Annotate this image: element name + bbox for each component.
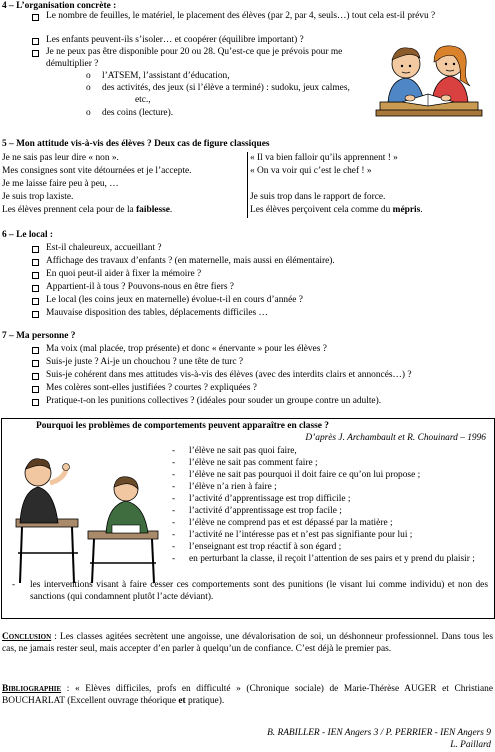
column-divider [247,152,248,218]
checkbox-bullet [32,38,39,45]
checkbox-bullet [32,311,39,318]
cause-item-last: les interventions visant à faire cesser ces comportements sont des punitions (le visant lui comme individu) et non des sanctions (qui condamnent plutôt l’acte déviant). [30,580,488,602]
behavior-causes-box: Pourquoi les problèmes de comportements peuvent apparaître en classe ? D’après J. Archambault et R. Chouinard – 1996 - l’élève ne sait pas quoi faire, - l’élève ne sait pas comment faire ; - l’élève ne sait pas pourquoi il doit faire ce qu’on lui propose ; - l’élève n’a rien à faire ; - l’activité d’apprentissage est trop difficile ; - l’activité d’apprentissage est trop facile ; - l’élève ne comprend pas et est dépassé par la matière ; - l’activité ne l’intéresse pas et n’est pas signifiante pour lui ; - l’enseignant est trop réactif à son égard ; - en perturbant la classe, il reçoit l’attention de ses pairs et y prend du plaisir ; - les interventions visant à faire cesser ces comportements sont des punitions (le visant lui comme individu) et non des sanctions (qui condamnent plutôt l’acte déviant). [1,418,495,619]
cause-item: l’élève ne comprend pas et est dépassé par la matière ; [189,518,393,528]
conclusion-paragraph: Conclusion : Les classes agitées secrètent une angoisse, une dévalorisation de soi, un déshonneur professionnel. Dans tous les cas, ne jamais rester seul, mais accepter d’en parler à quelqu’un de confiance. C’est déjà le premier pas. [2,632,493,654]
checkbox-bullet [32,399,39,406]
checkbox-bullet [32,285,39,292]
sub-bullet: o [86,108,91,118]
cause-item: en perturbant la classe, il reçoit l’attention de ses pairs et y prend du plaisir ; [189,554,475,564]
checkbox-bullet [32,246,39,253]
children-reading-illustration [372,40,484,126]
bibliography-label: Bibliographie [2,684,62,694]
list-item: Ma voix (mal placée, trop présente) et donc « énervante » pour les élèves ? [46,344,327,354]
list-item: Appartient-il à tous ? Pouvons-nous en être fiers ? [46,282,234,292]
section-4-title: 4 – L’organisation concrète : [2,1,117,11]
box-title: Pourquoi les problèmes de comportements peuvent apparaître en classe ? [36,421,329,431]
attitude-left-line: Je suis trop laxiste. [2,192,74,202]
cause-item: l’élève n’a rien à faire ; [189,482,277,492]
checkbox-bullet [32,298,39,305]
list-item: Est-il chaleureux, accueillant ? [46,243,162,253]
attitude-left-line: Je me laisse faire peu à peu, … [2,179,119,189]
box-source: D’après J. Archambault et R. Chouinard – 1996 [305,433,486,443]
attitude-left-conclusion: Les élèves prennent cela pour de la faiblesse. [2,205,173,215]
section-7-title: 7 – Ma personne ? [2,331,76,341]
footer-author-2: L. Paillard [450,740,491,750]
checkbox-bullet [32,360,39,367]
attitude-right-conclusion: Les élèves perçoivent cela comme du mépris. [250,205,423,215]
conclusion-label: Conclusion [2,632,52,642]
attitude-right-line: Je suis trop dans le rapport de force. [250,192,386,202]
cause-item: l’élève ne sait pas pourquoi il doit faire ce qu’on lui propose ; [189,470,421,480]
checkbox-bullet [32,347,39,354]
section-6-title: 6 – Le local : [2,230,54,240]
footer-authors: B. RABILLER - IEN Angers 3 / P. PERRIER - IEN Angers 9 [267,728,491,738]
list-item: Suis-je cohérent dans mes attitudes vis-à-vis des élèves (avec des interdits clairs et annoncés…) ? [46,370,412,380]
checkbox-bullet [32,373,39,380]
cause-item: l’activité d’apprentissage est trop facile ; [189,506,342,516]
cause-item: l’enseignant est trop réactif à son égard ; [189,542,342,552]
list-item: Les enfants peuvent-ils s’isoler… et coopérer (équilibre important) ? [46,35,304,45]
sub-list-item: l’ATSEM, l’assistant d’éducation, [102,71,230,81]
attitude-right-line: « On va voir qui c’est le chef ! » [250,166,372,176]
sub-bullet: o [86,83,91,93]
list-item: En quoi peut-il aider à fixer la mémoire ? [46,269,202,279]
checkbox-bullet [32,386,39,393]
sub-list-item: des coins (lecture). [102,108,174,118]
sub-list-item: des activités, des jeux (si l’élève a terminé) : sudoku, jeux calmes, etc., [102,83,350,105]
section-5-title: 5 – Mon attitude vis-à-vis des élèves ? Deux cas de figure classiques [2,139,270,149]
sub-bullet: o [86,71,91,81]
cause-item: l’activité d’apprentissage est trop difficile ; [189,494,351,504]
list-item: Pratique-t-on les punitions collectives ? (idéales pour souder un groupe contre un adulte). [46,396,382,406]
students-at-desks-illustration [8,443,168,585]
checkbox-bullet [32,14,39,21]
list-item: Je ne peux pas être disponible pour 20 ou 28. Qu’est-ce que je prévois pour me démultiplier ? [46,47,343,69]
list-item: Mauvaise disposition des tables, déplacements difficiles … [46,308,268,318]
list-item: Mes colères sont-elles justifiées ? courtes ? expliquées ? [46,383,257,393]
list-item: Le nombre de feuilles, le matériel, le placement des élèves (par 2, par 4, seuls…) tout cela est-il prévu ? [46,11,436,21]
cause-item: l’activité ne l’intéresse pas et n’est pas signifiante pour lui ; [189,530,413,540]
cause-item: l’élève ne sait pas quoi faire, [189,446,297,456]
list-item: Le local (les coins jeux en maternelle) évolue-t-il en cours d’année ? [46,295,303,305]
attitude-left-line: Je ne sais pas leur dire « non ». [2,153,119,163]
attitude-left-line: Mes consignes sont vite détournées et je l’accepte. [2,166,192,176]
attitude-right-line: « Il va bien falloir qu’ils apprennent ! » [250,153,398,163]
checkbox-bullet [32,50,39,57]
list-item: Suis-je juste ? Ai-je un chouchou ? une tête de turc ? [46,357,244,367]
checkbox-bullet [32,259,39,266]
list-item: Affichage des travaux d’enfants ? (en maternelle, mais aussi en élémentaire). [46,256,335,266]
checkbox-bullet [32,272,39,279]
cause-item: l’élève ne sait pas comment faire ; [189,458,318,468]
bibliography-paragraph: Bibliographie : « Elèves difficiles, profs en difficulté » (Chronique sociale) de Marie-Thérèse AUGER et Christiane BOUCHARLAT (Excellent ouvrage théorique et pratique). [2,684,493,706]
